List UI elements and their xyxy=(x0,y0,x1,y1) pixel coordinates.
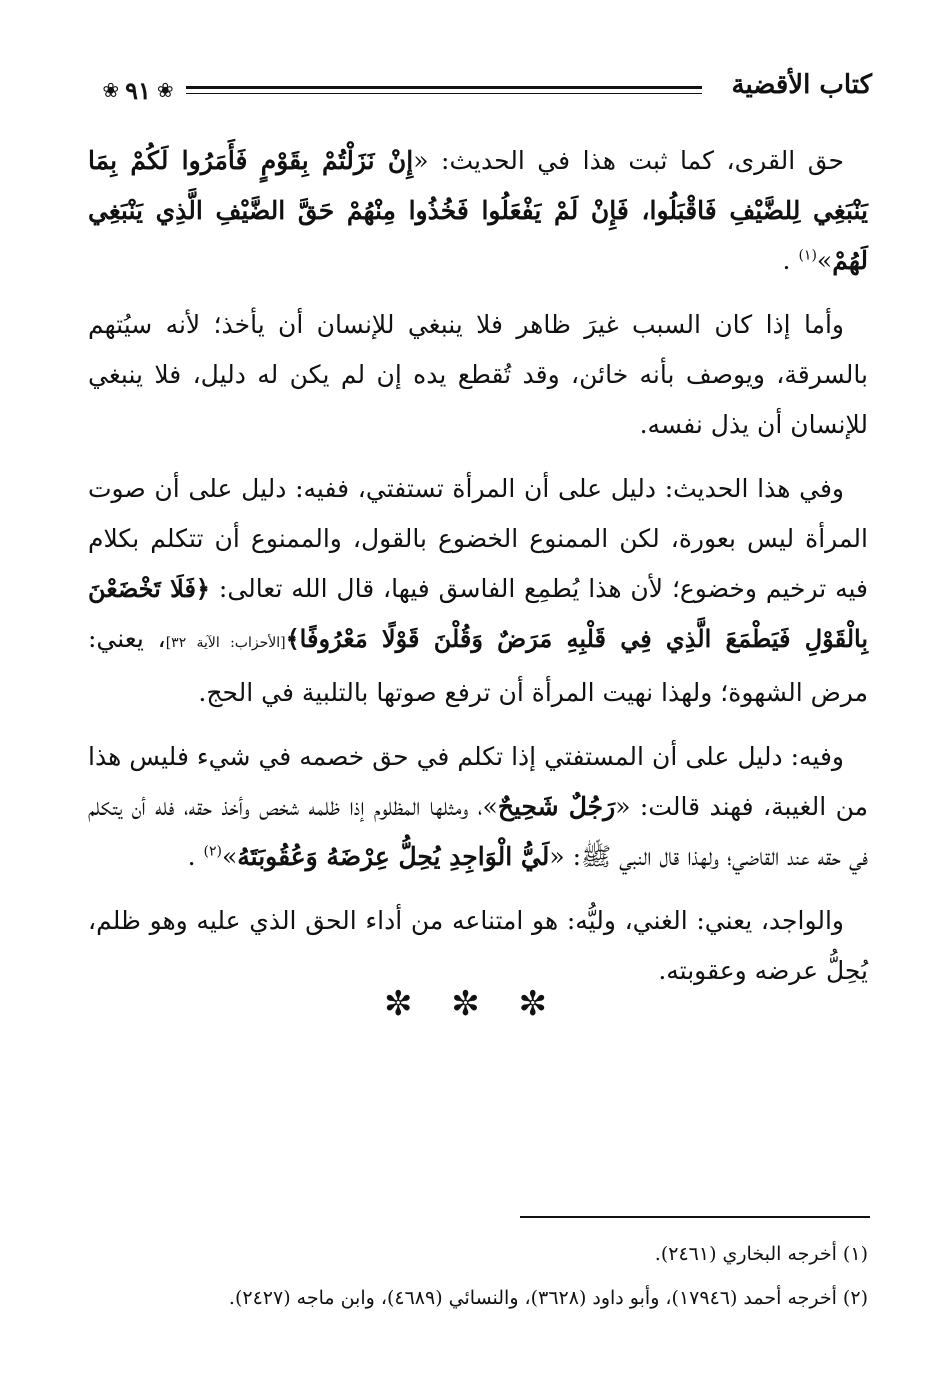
page-number: ٩١ xyxy=(125,75,151,105)
footnote-2: (٢) أخرجه أحمد (١٧٩٤٦)، وأبو داود (٣٦٢٨)، والنسائي (٤٦٨٩)، وابن ماجه (٢٤٢٧). xyxy=(228,1287,868,1309)
quote-text: رَجُلٌ شَحِيحٌ xyxy=(497,792,616,821)
paragraph-5: والواجد، يعني: الغني، وليُّه: هو امتناعه من أداء الحق الذي عليه وهو ظلم، يُحِلُّ عرضه وعقوبته. xyxy=(88,906,868,985)
footnote-divider xyxy=(520,1216,870,1218)
quran-verse: ﴿فَلَا تَخْضَعْنَ بِالْقَوْلِ فَيَطْمَعَ الَّذِي فِي قَلْبِهِ مَرَضٌ وَقُلْنَ قَوْلًا مَعْرُوفًا﴾ xyxy=(88,574,869,653)
paragraph-3 xyxy=(88,464,868,718)
footnotes xyxy=(88,1232,868,1320)
ornament-right-icon: ❀ xyxy=(156,78,174,102)
page-number-ornament xyxy=(98,70,178,110)
header-rule xyxy=(186,86,702,89)
para4-end: . xyxy=(187,842,196,871)
book-title: كتاب الأقضية xyxy=(731,70,872,100)
para4-text2: »، ومثلها المظلوم إذا ظلمه شخص وأخذ حقه، فله أن يتكلم في حقه عند القاضي؛ ولهذا قال النبي ﷺ: « xyxy=(88,792,868,871)
para1-intro: حق القرى، كما ثبت هذا في الحديث: « xyxy=(413,146,844,175)
para1-end: . xyxy=(782,246,791,275)
section-separator: ✼ ✼ ✼ xyxy=(383,984,562,1024)
para4-text1: وفيه: دليل على أن المستفتي إذا تكلم في حق خصمه في شيء فليس هذا من الغيبة، فهند قالت: « xyxy=(88,742,869,821)
header-rule-thin xyxy=(186,93,702,94)
page-header xyxy=(82,62,872,118)
surah-reference: [الأحزاب: الآية ٣٢] xyxy=(165,635,286,651)
main-text xyxy=(88,136,868,1010)
paragraph-4 xyxy=(88,732,868,882)
footnote-ref-1[interactable]: (١) xyxy=(798,247,817,264)
ornament-left-icon: ❀ xyxy=(102,78,120,102)
paragraph-2: وأما إذا كان السبب غيرَ ظاهر فلا ينبغي للإنسان أن يأخذ؛ لأنه سيُتهم بالسرقة، ويوصف بأنه خائن، وقد تُقطع يده إن لم يكن له دليل، فلا ينبغي للإنسان أن يذل نفسه. xyxy=(88,310,868,439)
para3-text2: ، يعني: مرض الشهوة؛ ولهذا نهيت المرأة أن ترفع صوتها بالتلبية في الحج. xyxy=(88,624,868,707)
paragraph-1 xyxy=(88,136,868,286)
footnote-ref-2[interactable]: (٢) xyxy=(203,843,222,860)
footnote-1: (١) أخرجه البخاري (٢٤٦١). xyxy=(654,1243,868,1265)
hadith-text-2: لَيُّ الْوَاجِدِ يُحِلُّ عِرْضَهُ وَعُقُوبَتَهُ xyxy=(237,842,550,871)
hadith-text-1: إِنْ نَزَلْتُمْ بِقَوْمٍ فَأَمَرُوا لَكُمْ بِمَا يَنْبَغِي لِلضَّيْفِ فَاقْبَلُوا، فَإِنْ لَمْ يَفْعَلُوا فَخُذُوا مِنْهُمْ حَقَّ الضَّيْفِ الَّذِي يَنْبَغِي لَهُمْ xyxy=(88,146,868,275)
para3-text1: وفي هذا الحديث: دليل على أن المرأة تستفتي، ففيه: دليل على أن صوت المرأة ليس بعورة، لكن الممنوع الخضوع بالقول، والممنوع أن تتكلم بكلام فيه ترخيم وخضوع؛ لأن هذا يُطمِع الفاسق فيها، قال الله تعالى: xyxy=(88,474,868,603)
para1-close: » xyxy=(816,246,833,275)
para4-close: » xyxy=(221,842,238,871)
